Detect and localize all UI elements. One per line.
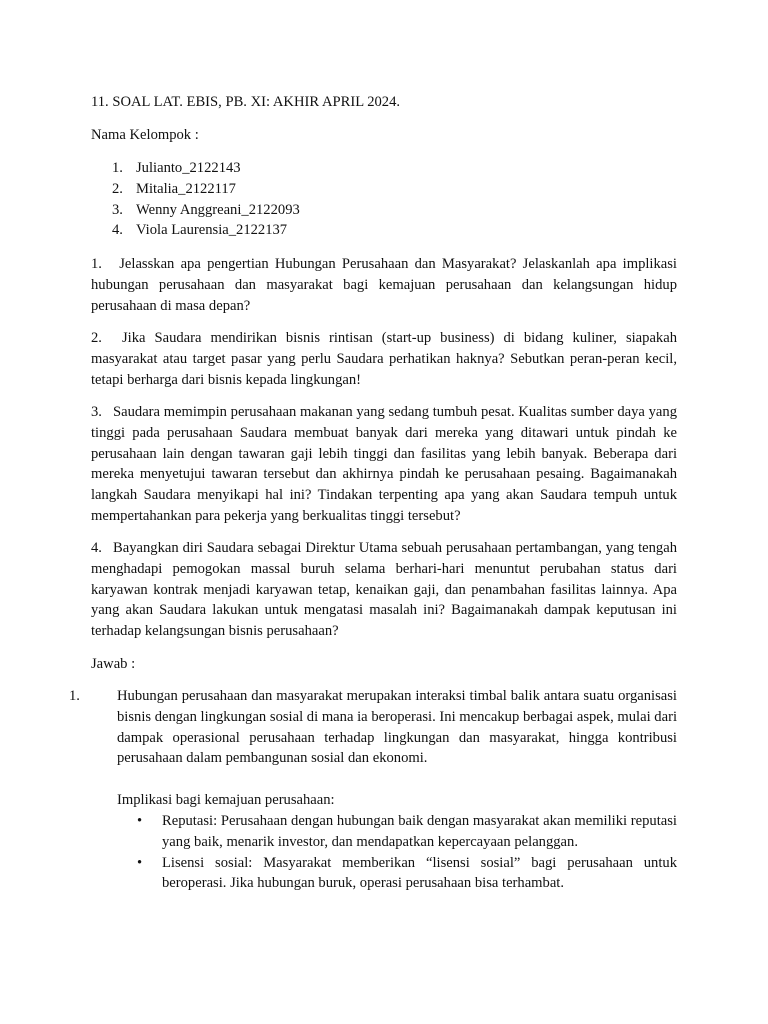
question-number: 3. bbox=[91, 404, 102, 420]
implication-text: Reputasi: Perusahaan dengan hubungan baik dengan masyarakat akan memiliki reputasi yang baik, menarik investor, dan mendapatkan kepercayaan pelanggan. bbox=[162, 813, 677, 850]
member-item bbox=[112, 220, 300, 241]
question-number: 2. bbox=[91, 330, 102, 346]
question-number: 1. bbox=[91, 256, 102, 272]
group-label: Nama Kelompok : bbox=[91, 127, 199, 143]
member-name: Viola Laurensia_2122137 bbox=[136, 222, 288, 239]
member-name: Mitalia_2122117 bbox=[136, 180, 236, 197]
implication-text: Lisensi sosial: Masyarakat memberikan “lisensi sosial” bagi perusahaan untuk beroperasi. Jika hubungan buruk, operasi perusahaan bisa terhambat. bbox=[162, 854, 677, 892]
answer-label: Jawab : bbox=[91, 656, 136, 672]
bullet-icon: • bbox=[137, 813, 143, 829]
question-1 bbox=[91, 254, 677, 316]
member-list bbox=[112, 158, 300, 241]
question-text: Bayangkan diri Saudara sebagai Direktur Utama sebuah perusahaan pertambangan, yang tengah menghadapi pemogokan massal buruh selama berhari-hari menuntut perubahan status dari karyawan kontrak menjadi karyawan tetap, kenaikan gaji, dan penambahan fasilitas lainnya. Apa yang akan Saudara lakukan untuk mengatasi masalah ini? Bagaimanakah dampak keputusan ini terhadap kelangsungan bisnis perusahaan? bbox=[91, 540, 677, 640]
member-number: 1. bbox=[112, 160, 123, 176]
list-item bbox=[117, 853, 677, 895]
question-text: Jika Saudara mendirikan bisnis rintisan (start-up business) di bidang kuliner, siapakah masyarakat atau target pasar yang perlu Saudara perhatikan haknya? Sebutkan peran-peran kecil, tetapi berharga dari bisnis kepada lingkungan! bbox=[91, 330, 677, 388]
member-number: 3. bbox=[112, 201, 123, 218]
list-item bbox=[117, 811, 677, 853]
answer-number: 1. bbox=[69, 688, 80, 704]
implications-heading: Implikasi bagi kemajuan perusahaan: bbox=[117, 792, 335, 808]
implications-list bbox=[117, 811, 677, 894]
member-item bbox=[112, 179, 300, 200]
member-number: 4. bbox=[112, 222, 123, 239]
question-number: 4. bbox=[91, 540, 102, 556]
member-item bbox=[112, 158, 300, 179]
question-4 bbox=[91, 538, 677, 642]
member-item bbox=[112, 200, 300, 221]
question-text: Saudara memimpin perusahaan makanan yang sedang tumbuh pesat. Kualitas sumber daya yang tinggi pada perusahaan Saudara membuat banyak dari mereka yang ditawari untuk pindah ke perusahaan lain dengan tawaran gaji lebih tinggi dan fasilitas yang lebih banyak. Beberapa dari mereka menyetujui tawaran tersebut dan akhirnya pindah ke perusahaan pesaing. Bagaimanakah langkah Saudara menyikapi hal ini? Tindakan terpenting apa yang akan Saudara tempuh untuk mempertahankan para pekerja yang berkualitas tinggi tersebut? bbox=[91, 404, 677, 524]
question-text: Jelasskan apa pengertian Hubungan Perusahaan dan Masyarakat? Jelaskanlah apa implikasi hubungan perusahaan dan masyarakat bagi kemajuan perusahaan dan kelangsungan hidup perusahaan di masa depan? bbox=[91, 256, 677, 314]
answer-text: Hubungan perusahaan dan masyarakat merupakan interaksi timbal balik antara suatu organisasi bisnis dengan lingkungan sosial di mana ia beroperasi. Ini mencakup berbagai aspek, mulai dari dampak operasional perusahaan terhadap lingkungan dan masyarakat, hingga kontribusi perusahaan dalam pembangunan sosial dan ekonomi. bbox=[117, 688, 677, 767]
answer-1 bbox=[69, 686, 677, 769]
page-title: 11. SOAL LAT. EBIS, PB. XI: AKHIR APRIL 2024. bbox=[91, 94, 401, 110]
question-3 bbox=[91, 402, 677, 527]
member-name: Wenny Anggreani_2122093 bbox=[136, 201, 300, 218]
question-2 bbox=[91, 328, 677, 390]
bullet-icon: • bbox=[137, 854, 143, 871]
member-name: Julianto_2122143 bbox=[136, 160, 241, 176]
member-number: 2. bbox=[112, 180, 123, 197]
